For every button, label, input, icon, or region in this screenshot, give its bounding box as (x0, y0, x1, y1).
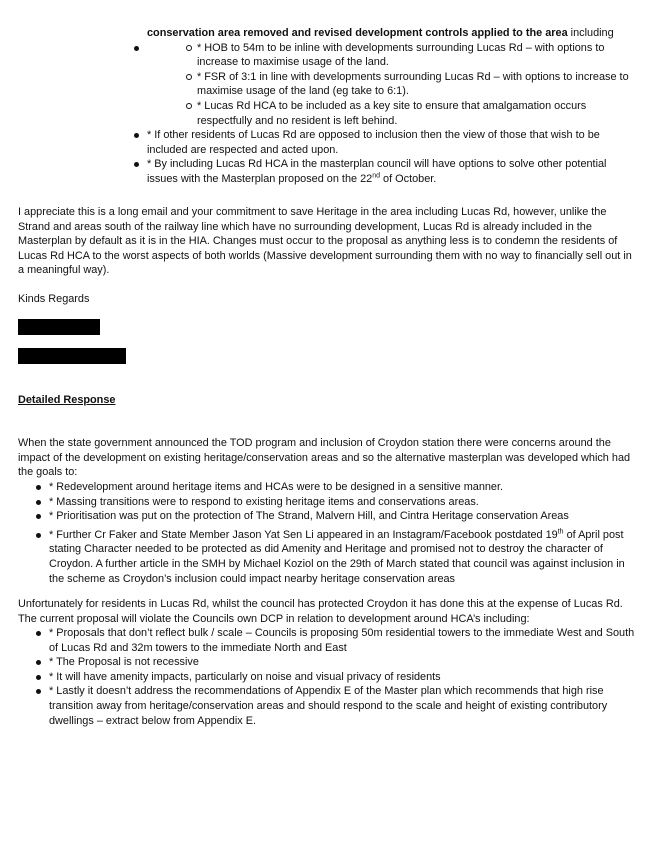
goal-4-tail: of April post stating Character needed to be protected as did Amenity and Heritage and promised not to destroy the character of Croydon. A further article in the SMH by Michael Koziol on the 29th of March stated that council was against inclusion in the scheme as Croydon’s inclusion could impact nearby heritage conservation areas (49, 528, 625, 585)
unfortunately-paragraph: Unfortunately for residents in Lucas Rd, whilst the council has protected Croydon it has done this at the expense of Lucas Rd. The current proposal will violate the Councils own DCP in relation to development around HCA’s including: (18, 598, 623, 625)
bullet-2-tail: of October. (380, 172, 437, 185)
violation-item: * The Proposal is not recessive (49, 655, 638, 670)
violation-item: * Lastly it doesn’t address the recommendations of Appendix E of the Master plan which recommends that high rise transition away from heritage/conservation areas and should respond to the scale and height of existing contributory dwellings – extract below from Appendix E. (49, 684, 638, 728)
lead-line (0, 26, 656, 41)
top-section (0, 26, 656, 187)
tod-paragraph: When the state government announced the TOD program and inclusion of Croydon station there were concerns around the impact of the development on existing heritage/conservation areas and so the alternative masterplan was developed which had the goals to: (18, 437, 631, 479)
goal-item-social-post (49, 528, 638, 586)
goals-list (0, 480, 656, 586)
violation-item: * It will have amenity impacts, particularly on noise and visual privacy of residents (49, 670, 638, 685)
appreciation-paragraph: I appreciate this is a long email and your commitment to save Heritage in the area including Lucas Rd, however, unlike the Strand and areas south of the railway line which have no surrounding development, Lucas Rd is already included in the Masterplan by default as it is in the HIA. Changes must occur to the proposal as anything less is to condemn the residents of Lucas Rd HCA to the worst aspects of both worlds (Massive development surrounding them with no way to financially sell out in a meaningful way). (18, 206, 632, 277)
bullet-2-sup: nd (372, 172, 381, 180)
violation-item: * Proposals that don’t reflect bulk / scale – Councils is proposing 50m residential towers to the immediate West and South of Lucas Rd and 32m towers to the immediate North and East (49, 626, 638, 655)
sub-list-holder (147, 41, 638, 129)
sign-off: Kinds Regards (18, 293, 90, 305)
sub-list (147, 41, 638, 129)
top-main-bullets (0, 128, 656, 186)
bullet-2-text: * By including Lucas Rd HCA in the masterplan council will have options to solve other potential issues with the Masterplan proposed on the 22 (147, 158, 607, 185)
goal-item: * Prioritisation was put on the protection of The Strand, Malvern Hill, and Cintra Heritage conservation Areas (49, 509, 638, 524)
goal-item: * Massing transitions were to respond to existing heritage items and conservations areas. (49, 495, 638, 510)
redacted-name-block (18, 319, 100, 335)
bullet-residents-opposed: * If other residents of Lucas Rd are opposed to inclusion then the view of those that wish to be included are respected and acted upon. (147, 128, 638, 157)
goal-4-sup: th (557, 528, 564, 536)
lead-bold: conservation area removed and revised development controls applied to the area (147, 27, 568, 39)
bullet-include-masterplan (147, 157, 638, 186)
top-bullet-list (0, 41, 656, 129)
violations-list (0, 626, 656, 728)
redacted-contact-block (18, 348, 126, 364)
sub-item-fsr: * FSR of 3:1 in line with developments surrounding Lucas Rd – with options to increase to maximise usage of the land (eg take to 6:1). (197, 70, 638, 99)
sub-item-hob: * HOB to 54m to be inline with developments surrounding Lucas Rd – with options to increase to maximise usage of the land. (197, 41, 638, 70)
lead-tail: including (567, 27, 614, 39)
goal-item: * Redevelopment around heritage items and HCAs were to be designed in a sensitive manner. (49, 480, 638, 495)
detailed-response-heading: Detailed Response (18, 394, 116, 406)
goal-4-text: * Further Cr Faker and State Member Jason Yat Sen Li appeared in an Instagram/Facebook postdated 19 (49, 528, 558, 541)
sub-item-key-site: * Lucas Rd HCA to be included as a key site to ensure that amalgamation occurs respectfully and no resident is left behind. (197, 99, 638, 128)
